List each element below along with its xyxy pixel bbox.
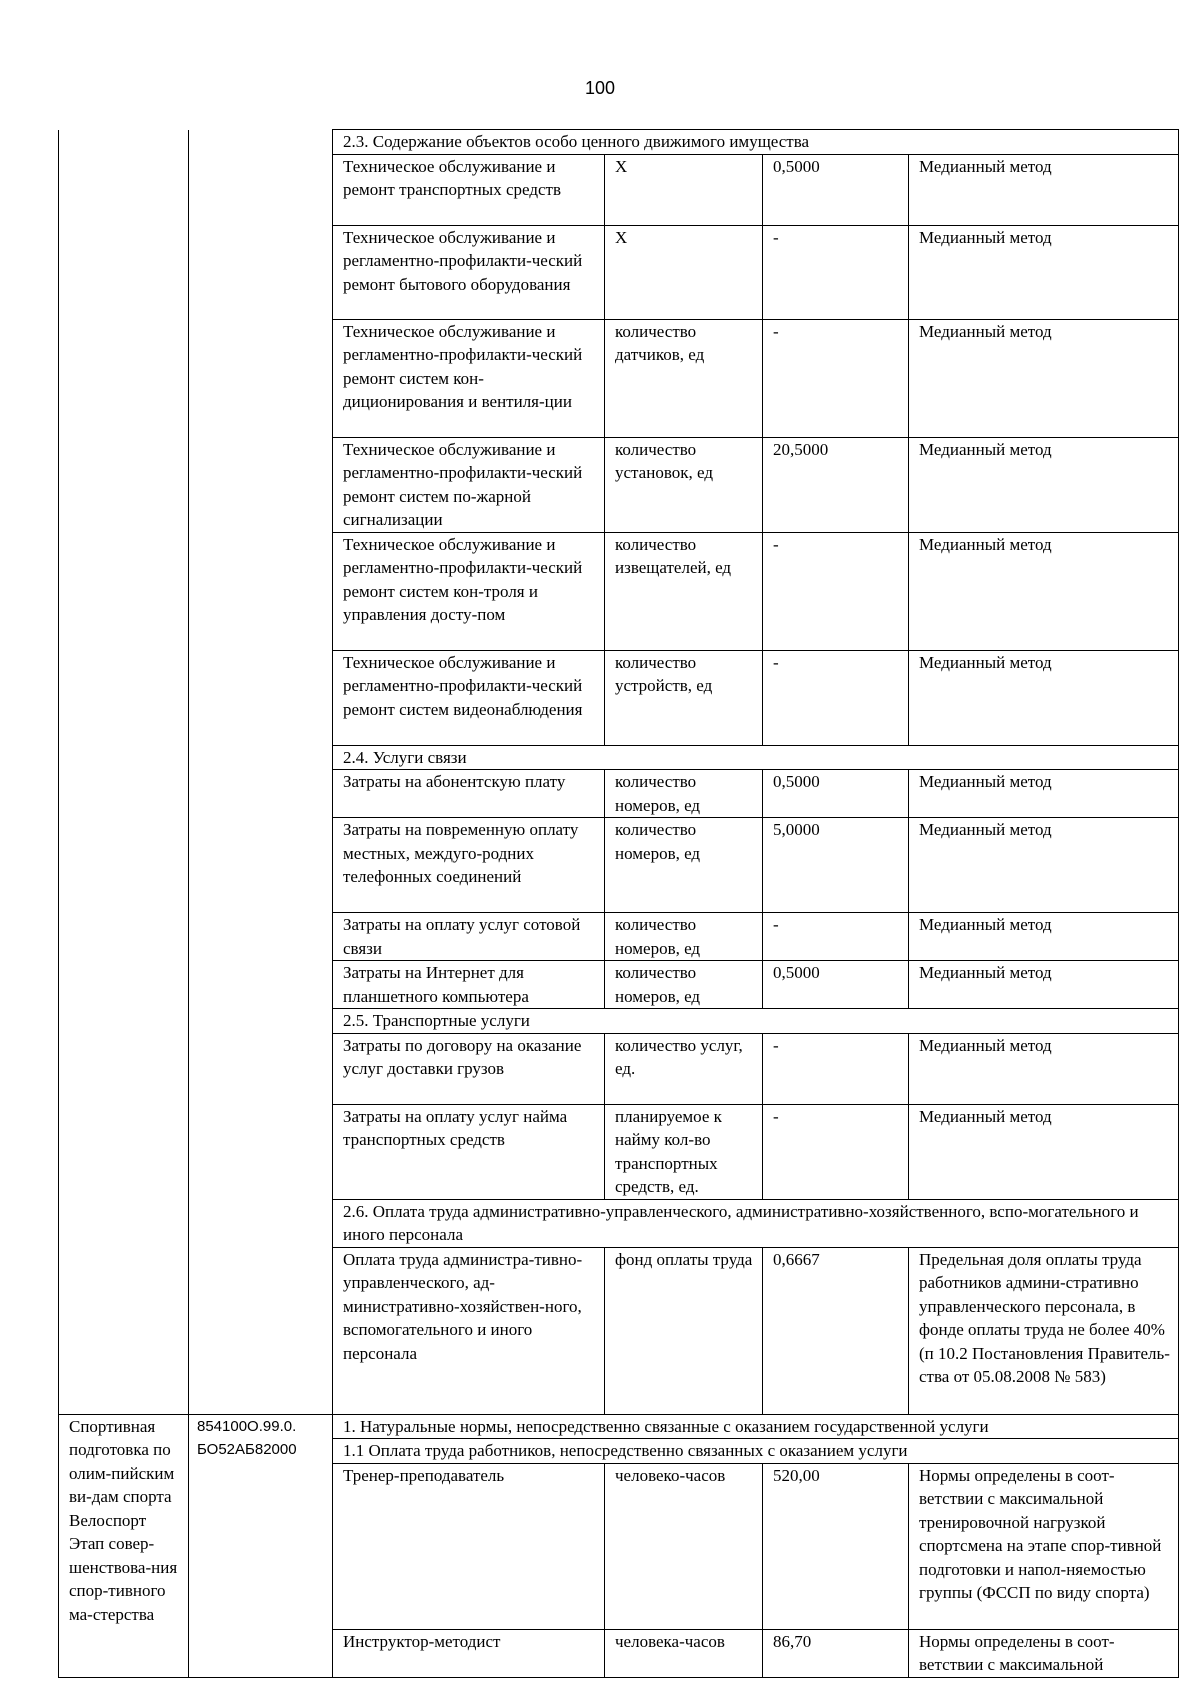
method-cell: Медианный метод (909, 913, 1179, 961)
cost-name-cell: Техническое обслуживание и регламентно-профилакти-ческий ремонт систем кон-троля и управления досту-пом (333, 532, 605, 650)
value-cell: - (763, 1033, 909, 1104)
section-heading: 2.5. Транспортные услуги (333, 1009, 1179, 1034)
cost-name-cell: Техническое обслуживание и регламентно-профилакти-ческий ремонт бытового оборудования (333, 225, 605, 319)
service-code-cell (189, 130, 333, 1415)
method-cell: Нормы определены в соот-ветствии с максимальной (909, 1629, 1179, 1677)
method-cell: Медианный метод (909, 1033, 1179, 1104)
cost-name-cell: Затраты на Интернет для планшетного компьютера (333, 961, 605, 1009)
value-cell: 0,5000 (763, 770, 909, 818)
method-cell: Медианный метод (909, 437, 1179, 532)
method-cell: Медианный метод (909, 154, 1179, 225)
cost-name-cell: Оплата труда администра-тивно-управленческого, ад-министративно-хозяйствен-ного, вспомогательного и иного персонала (333, 1247, 605, 1414)
cost-name-cell: Техническое обслуживание и регламентно-профилакти-ческий ремонт систем видеонаблюдения (333, 650, 605, 745)
method-cell: Медианный метод (909, 1104, 1179, 1199)
method-cell: Медианный метод (909, 319, 1179, 437)
value-cell: 5,0000 (763, 818, 909, 913)
method-cell: Медианный метод (909, 650, 1179, 745)
cost-name-cell: Затраты на оплату услуг найма транспортных средств (333, 1104, 605, 1199)
unit-cell: количество номеров, ед (605, 913, 763, 961)
cost-name-cell: Техническое обслуживание и регламентно-профилакти-ческий ремонт систем по-жарной сигнализации (333, 437, 605, 532)
service-name-cell: Спортивная подготовка по олим-пийским ви-дам спорта Велоспорт Этап совер-шенствова-ния спор-тивного ма-стерства (59, 1414, 189, 1677)
norms-table (58, 129, 1179, 1678)
unit-cell: количество датчиков, ед (605, 319, 763, 437)
value-cell: 0,5000 (763, 154, 909, 225)
method-cell: Предельная доля оплаты труда работников админи-стративно управленческого персонала, в фонде оплаты труда не более 40% (п 10.2 Постановления Правитель-ства от 05.08.2008 № 583) (909, 1247, 1179, 1414)
method-cell: Медианный метод (909, 770, 1179, 818)
page-number: 100 (584, 78, 616, 98)
section-heading: 2.4. Услуги связи (333, 745, 1179, 770)
value-cell: 0,5000 (763, 961, 909, 1009)
unit-cell: количество номеров, ед (605, 818, 763, 913)
value-cell: - (763, 1104, 909, 1199)
unit-cell: человеко-часов (605, 1463, 763, 1629)
section-heading: 1. Натуральные нормы, непосредственно связанные с оказанием государственной услуги (333, 1414, 1179, 1439)
method-cell: Нормы определены в соот-ветствии с максимальной тренировочной нагрузкой спортсмена на этапе спор-тивной подготовки и напол-няемостью группы (ФССП по виду спорта) (909, 1463, 1179, 1629)
value-cell: 86,70 (763, 1629, 909, 1677)
value-cell: 20,5000 (763, 437, 909, 532)
method-cell: Медианный метод (909, 532, 1179, 650)
cost-name-cell: Техническое обслуживание и ремонт транспортных средств (333, 154, 605, 225)
method-cell: Медианный метод (909, 818, 1179, 913)
value-cell: - (763, 319, 909, 437)
unit-cell: человека-часов (605, 1629, 763, 1677)
cost-name-cell: Техническое обслуживание и регламентно-профилакти-ческий ремонт систем кон-диционирования и вентиля-ции (333, 319, 605, 437)
method-cell: Медианный метод (909, 225, 1179, 319)
unit-cell: планируемое к найму кол-во транспортных средств, ед. (605, 1104, 763, 1199)
cost-name-cell: Затраты на повременную оплату местных, междуго-родних телефонных соединений (333, 818, 605, 913)
value-cell: - (763, 650, 909, 745)
unit-cell: фонд оплаты труда (605, 1247, 763, 1414)
unit-cell: Х (605, 225, 763, 319)
value-cell: 0,6667 (763, 1247, 909, 1414)
unit-cell: количество устройств, ед (605, 650, 763, 745)
cost-name-cell: Затраты по договору на оказание услуг доставки грузов (333, 1033, 605, 1104)
unit-cell: количество номеров, ед (605, 961, 763, 1009)
service-code-cell: 854100О.99.0. БО52АБ82000 (189, 1414, 333, 1677)
unit-cell: количество установок, ед (605, 437, 763, 532)
cost-name-cell: Тренер-преподаватель (333, 1463, 605, 1629)
unit-cell: количество извещателей, ед (605, 532, 763, 650)
service-name-cell (59, 130, 189, 1415)
cost-name-cell: Затраты на оплату услуг сотовой связи (333, 913, 605, 961)
value-cell: - (763, 913, 909, 961)
value-cell: - (763, 532, 909, 650)
cost-name-cell: Затраты на абонентскую плату (333, 770, 605, 818)
section-heading: 2.3. Содержание объектов особо ценного движимого имущества (333, 130, 1179, 155)
unit-cell: Х (605, 154, 763, 225)
value-cell: - (763, 225, 909, 319)
unit-cell: количество номеров, ед (605, 770, 763, 818)
unit-cell: количество услуг, ед. (605, 1033, 763, 1104)
cost-name-cell: Инструктор-методист (333, 1629, 605, 1677)
section-heading: 2.6. Оплата труда административно-управленческого, административно-хозяйственного, вспо-могательного и иного персонала (333, 1199, 1179, 1247)
method-cell: Медианный метод (909, 961, 1179, 1009)
value-cell: 520,00 (763, 1463, 909, 1629)
section-heading: 1.1 Оплата труда работников, непосредственно связанных с оказанием услуги (333, 1439, 1179, 1464)
